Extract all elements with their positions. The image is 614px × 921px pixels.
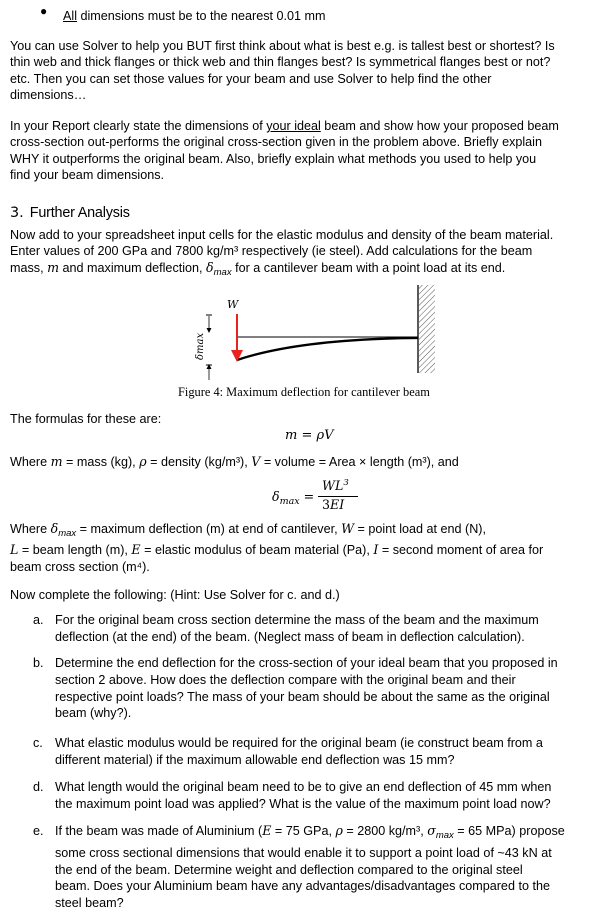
formulas-intro: The formulas for these are: [10,412,162,426]
item-line [55,823,611,845]
where-var-rho: ρ [139,454,147,469]
section-title: Further Analysis [29,205,130,221]
wd-I: I [373,542,379,558]
where-mass-d: = volume = Area × length (m³), and [260,455,459,469]
intro-line-1: Now add to your spreadsheet input cells for the elastic modulus and density of the beam material. [10,228,554,242]
wd-2b: = elastic modulus of beam material (Pa), [140,543,374,558]
wd-b: = maximum deflection (m) at end of cantilever, [76,522,342,536]
item-e-E-val: = 75 GPa, [271,824,336,838]
item-line: Determine the end deflection for the cross-section of your ideal beam that you proposed in [55,656,558,670]
deflection-label: δmax [195,332,206,360]
formula-deflection-lhs [272,489,314,507]
bullet-dot: ● [40,4,48,18]
numerator-exponent: 3 [343,477,349,488]
item-line: section 2 above. How does the deflection compare with the original beam and their [55,672,516,687]
item-line: What elastic modulus would be required for the original beam (ie construct beam from a [55,736,543,750]
where-def-line-3: beam cross section (m⁴). [10,559,150,574]
denominator-var: EI [330,497,345,512]
item-label: b. [33,656,44,670]
item-line: the maximum point load was applied? What is the value of the maximum point load now? [55,796,551,811]
item-line: the end of the beam. Determine weight and deflection compared to the original steel [55,862,523,877]
intro-line-3-c: for a cantilever beam with a point load at its end. [231,260,506,275]
intro-line-2: Enter values of 200 GPa and 7800 kg/m³ respectively (ie steel). Add calculations for the beam [10,244,533,259]
bullet-prefix: All [63,9,77,23]
intro-line-3-a: mass, [10,260,48,275]
where-mass-a: Where [10,455,51,469]
figure-caption: Figure 4: Maximum deflection for cantilever beam [178,385,430,399]
wd-E: E [131,542,141,558]
item-label: a. [33,613,44,627]
wd-delta: δ [50,521,59,536]
item-line: beam (why?). [55,706,132,721]
intro-var-delta: δ [206,259,214,275]
item-e-rho-val: = 2800 kg/m³, [342,824,428,838]
lhs-delta: δ [272,489,280,504]
report-underlined: your ideal [266,119,321,133]
formula-mass: m = ρV [285,428,334,443]
solver-line-4: dimensions… [10,88,87,103]
item-label: e. [33,824,44,838]
bullet-rest: dimensions must be to the nearest 0.01 mm [77,9,326,23]
where-var-V: V [251,454,261,469]
numerator-text: WL [322,478,344,493]
item-line: beam. Does your Aluminium beam have any advantages/disadvantages compared to the [55,879,550,894]
deflected-beam [237,338,418,360]
lhs-equals: = [299,489,315,504]
intro-line-3-b: and maximum deflection, [59,260,207,275]
item-e-var-sigma: σ [427,823,436,838]
report-line-2: cross-section out-performs the original cross-section given in the problem above. Briefly explain [10,135,542,150]
solver-line-2: thin web and thick flanges or thick web and thin flanges best? Is symmetrical flanges best or not? [10,55,551,70]
item-line: respective point loads? The mass of your beam should be about the same as the original [55,689,550,704]
section-number: 3. [10,205,24,221]
report-line-3: WHY it outperforms the original beam. Also, briefly explain what methods you used to help you [10,151,537,166]
item-line: some cross sectional dimensions that would enable it to support a point load of ~43 kN at [55,845,552,860]
item-line: deflection (at the end) of the beam. (Neglect mass of beam in deflection calculation). [55,629,525,644]
where-deflection [10,521,610,575]
intro-var-max: max [213,266,232,278]
report-line-1-a: In your Report clearly state the dimensions of [10,119,267,133]
lhs-max: max [279,496,300,507]
intro-var-m: m [47,259,60,275]
solver-line-3: etc. Then you can set those values for your beam and use Solver to help find the other [10,71,492,86]
complete-intro: Now complete the following: (Hint: Use Solver for c. and d.) [10,588,340,602]
where-var-m: m [50,454,63,469]
item-label: d. [33,780,44,794]
load-arrow-head [231,350,243,362]
item-line: steel beam? [55,896,124,911]
where-def-line-2 [10,542,610,558]
item-e-sigma-val: = 65 MPa) propose [453,824,565,838]
wd-2c: = second moment of area for [378,543,544,558]
item-line: What length would the original beam need to be to give an end deflection of 45 mm when [55,780,552,794]
wd-W: W [341,521,355,536]
wd-max: max [58,528,77,539]
item-e-var-rho: ρ [335,823,343,838]
denominator-coef: 3 [322,497,331,512]
report-line-1-b: beam and show how your proposed beam [320,119,559,133]
where-mass [10,454,610,470]
load-label-W: W [227,298,239,311]
wd-L: L [10,542,19,558]
where-def-line-1 [10,521,610,542]
item-label: c. [33,736,43,750]
item-e-var-E: E [262,823,272,838]
wd-2a: = beam length (m), [18,543,132,558]
report-line-4: find your beam dimensions. [10,168,165,183]
wd-c: = point load at end (N), [354,522,486,536]
item-line: different material) if the maximum allowable end deflection was 15 mm? [55,752,455,767]
wall-hatch [419,285,435,373]
item-e-sigma-sub: max [435,830,454,841]
item-line: For the original beam cross section determine the mass of the beam and the maximum [55,613,539,627]
item-e-prefix: If the beam was made of Aluminium ( [55,824,263,838]
wd-a: Where [10,522,51,536]
dim-top-head [207,328,212,333]
where-mass-b: = mass (kg), [62,455,140,469]
fraction-denominator [322,497,344,512]
fraction-numerator [322,478,349,493]
solver-line-1: You can use Solver to help you BUT first think about what is best e.g. is tallest best or shortest? Is [10,39,555,53]
where-mass-c: = density (kg/m³), [146,455,252,469]
